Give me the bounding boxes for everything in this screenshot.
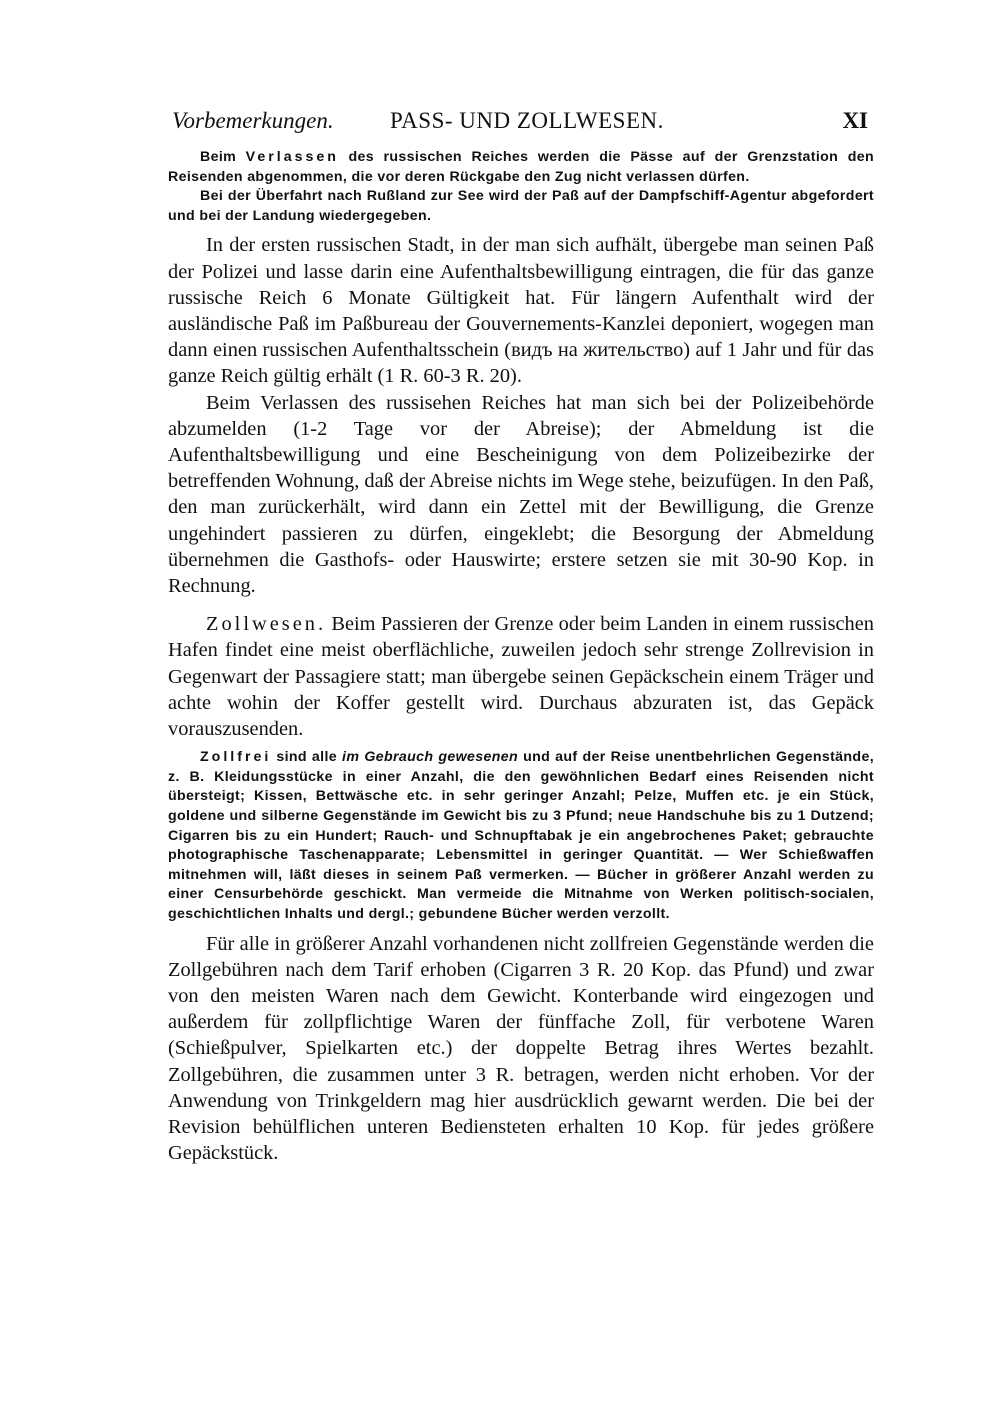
customs-body: Beim Passieren der Grenze oder beim Landen in einem russischen Hafen findet eine meist oberflächliche, zuweilen jedoch sehr strenge Zollrevision in Gegenwart der Passagiere statt; man übergebe seinen Gepäckschein einem Träger und achte wohin der Koffer gestellt wird. Durchaus abzuraten ist, das Gepäck vorauszusenden. <box>168 613 874 741</box>
header-chapter-title: PASS- UND ZOLLWESEN. <box>390 108 664 133</box>
duty-free-body: und auf der Reise unentbehrlichen Gegenstände, z. B. Kleidungsstücke in einer Anzahl, die den gewöhnlichen Bedarf eines Reisenden nicht übersteigt; Kissen, Bettwäsche etc. in sehr geringer Anzahl; Pelze, Muffen etc. je ein Stück, goldene und silberne Gegenstände im Gewicht bis zu 3 Pfund; neue Handschuhe bis zu 1 Dutzend; Cigarren bis zu ein Hundert; Rauch- und Schnupftabak je ein angebrochenes Paket; gebrauchte photographische Taschenapparate; Lebensmittel in geringer Quantität. — Wer Schießwaffen mitnehmen will, läßt dieses in seinem Paß vermerken. — Bücher in größerer Anzahl werden zu einer Censurbehörde geschickt. Man vermeide die Mitnahme von Werken politisch-socialen, geschichtlichen Inhalts und dergl.; gebundene Bücher werden verzollt. <box>168 749 874 922</box>
note-spaced-word: Verlassen <box>245 149 339 165</box>
header-section-title: Vorbemerkungen. <box>172 108 334 133</box>
paragraph-customs <box>168 611 874 742</box>
paragraph-residence-permit: In der ersten russischen Stadt, in der man sich aufhält, übergebe man seinen Paß der Polizei und lasse darin eine Aufenthaltsbewilligung eintragen, die für das ganze russische Reich 6 Monate Gültigkeit hat. Für längern Aufenthalt wird der ausländische Paß im Paßbureau der Gouvernements-Kanzlei deponiert, wogegen man dann einen russischen Aufenthaltsschein (видъ на жительство) auf 1 Jahr und für das ganze Reich gültig erhält (1 R. 60-3 R. 20). <box>168 234 874 388</box>
book-page <box>168 108 874 1166</box>
note-pass-sea: Bei der Überfahrt nach Rußland zur See wird der Paß auf der Dampfschiff-Agentur abgefordert und bei der Landung wiedergegeben. <box>168 188 874 224</box>
note-lead: Beim <box>200 149 246 165</box>
paragraph-departure: Beim Verlassen des russisehen Reiches hat man sich bei der Polizeibehörde abzumelden (1-2 Tage vor der Abreise); der Abmeldung ist die Aufenthaltsbewilligung und eine Bescheinigung von dem Polizeibezirke der betreffenden Wohnung, daß der Abreise nichts im Wege stehe, beizufügen. In den Paß, den man zurückerhält, wird dann ein Zettel mit der Bewilligung, die Grenze ungehindert passieren zu dürfen, eingeklebt; die Besorgung der Abmeldung übernehmen die Gasthofs- oder Hauswirte; erstere setzen sie mit 30-90 Kop. in Rechnung. <box>168 391 874 598</box>
note-duty-free <box>168 748 874 924</box>
duty-free-mid: sind alle <box>271 749 343 766</box>
running-header <box>168 108 874 148</box>
page-number: XI <box>842 108 868 133</box>
spacer <box>168 599 874 611</box>
duty-free-italic: im Gebrauch gewesenen <box>342 749 519 766</box>
duty-free-word: Zollfrei <box>200 749 272 766</box>
paragraph-duties: Für alle in größerer Anzahl vorhandenen nicht zollfreien Gegenstände werden die Zollgebühren nach dem Tarif erhoben (Cigarren 3 R. 20 Kop. das Pfund) und zwar von den meisten Waren nach dem Gewicht. Konterbande wird eingezogen und außerdem für zollpflichtige Waren der fünffache Zoll, für verbotene Waren (Schießpulver, Spielkarten etc.) der doppelte Betrag ihres Wertes bezahlt. Zollgebühren, die zusammen unter 3 R. betragen, werden nicht erhoben. Vor der Anwendung von Trinkgeldern mag hier ausdrücklich gewarnt werden. Die bei der Revision behülflichen unteren Bediensteten erhalten 10 Kop. für jedes größere Gepäckstück. <box>168 932 874 1165</box>
note-body: des russischen Reiches werden die Pässe auf der Grenzstation den Reisenden abgenommen, die vor deren Rückgabe den Zug nicht verlassen dürfen. <box>168 149 874 185</box>
customs-heading-word: Zollwesen. <box>206 613 327 636</box>
note-pass-border <box>168 148 874 187</box>
